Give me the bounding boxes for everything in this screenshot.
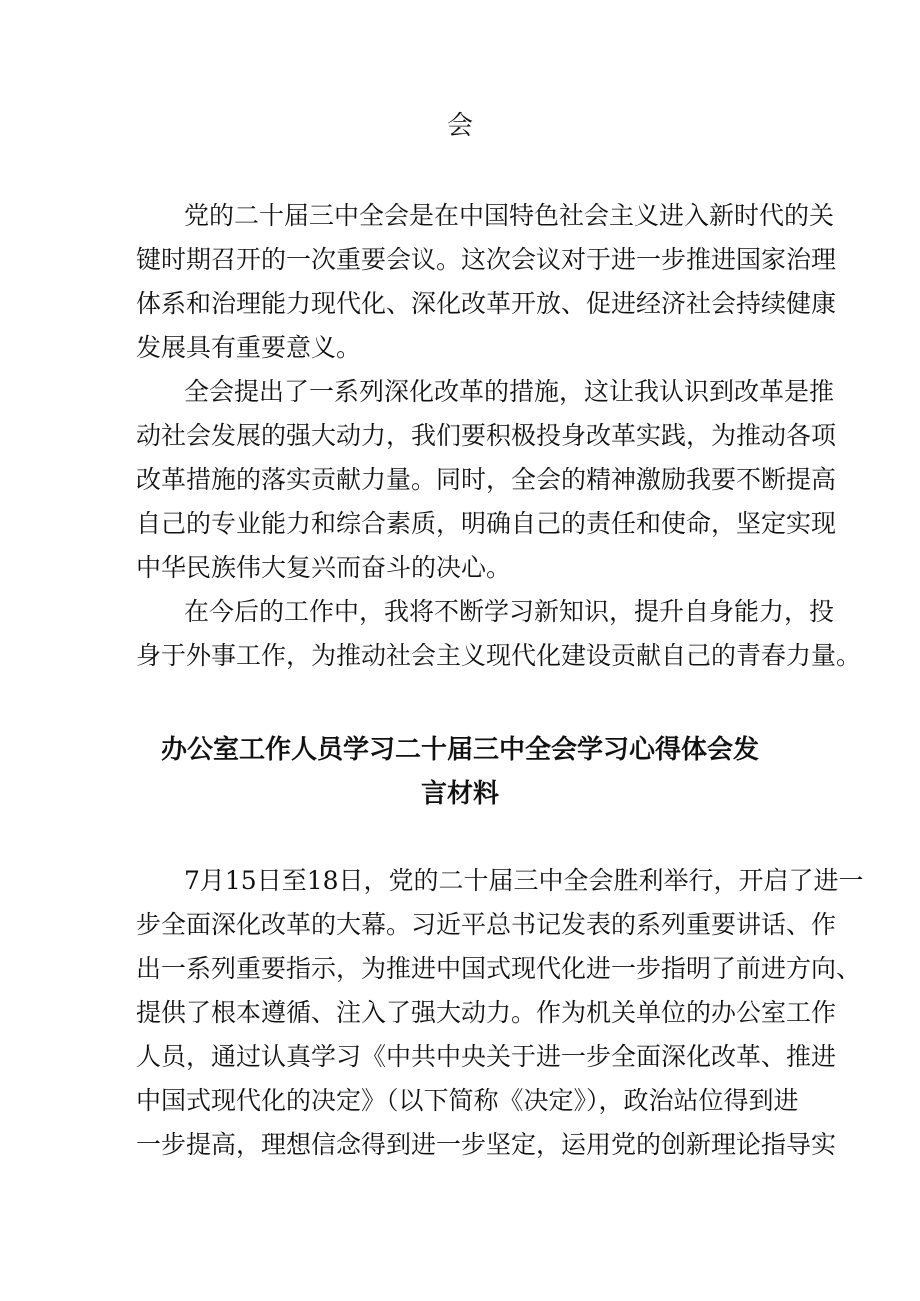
section-heading (0, 728, 920, 816)
paragraph-line: 发展具有重要意义。 (136, 333, 362, 362)
continued-title: 会 (446, 111, 473, 141)
paragraph-line: 中华民族伟大复兴而奋斗的决心。 (136, 553, 512, 582)
paragraph-line: 提供了根本遵循、注入了强大动力。作为机关单位的办公室工作 (136, 998, 837, 1027)
paragraph-line: 出一系列重要指示，为推进中国式现代化进一步指明了前进方向、 (136, 954, 862, 983)
paragraph-line: 在今后的工作中，我将不断学习新知识，提升自身能力，投 (184, 597, 835, 626)
paragraph-line: 7月15日至18日，党的二十届三中全会胜利举行，开启了进一 (184, 866, 864, 895)
paragraph-line: 中国式现代化的决定》（以下简称《决定》），政治站位得到进 (136, 1086, 799, 1115)
paragraph-line: 动社会发展的强大动力，我们要积极投身改革实践，为推动各项 (136, 421, 837, 450)
paragraph-line: 身于外事工作，为推动社会主义现代化建设贡献自己的青春力量。 (136, 641, 862, 670)
paragraph-line: 人员，通过认真学习《中共中央关于进一步全面深化改革、推进 (136, 1042, 837, 1071)
paragraph-line: 自己的专业能力和综合素质，明确自己的责任和使命，坚定实现 (136, 509, 837, 538)
paragraph-line: 步全面深化改革的大幕。习近平总书记发表的系列重要讲话、作 (136, 910, 837, 939)
section-heading-line: 办公室工作人员学习二十届三中全会学习心得体会发 (160, 735, 759, 765)
paragraph-line: 全会提出了一系列深化改革的措施，这让我认识到改革是推 (184, 377, 835, 406)
paragraph-line: 体系和治理能力现代化、深化改革开放、促进经济社会持续健康 (136, 289, 837, 318)
paragraph-line: 党的二十届三中全会是在中国特色社会主义进入新时代的关 (184, 201, 835, 230)
paragraph-line: 键时期召开的一次重要会议。这次会议对于进一步推进国家治理 (136, 245, 837, 274)
paragraph-line: 一步提高，理想信念得到进一步坚定，运用党的创新理论指导实 (136, 1130, 837, 1159)
section-heading-line: 言材料 (420, 779, 499, 809)
paragraph-line: 改革措施的落实贡献力量。同时，全会的精神激励我要不断提高 (136, 465, 837, 494)
